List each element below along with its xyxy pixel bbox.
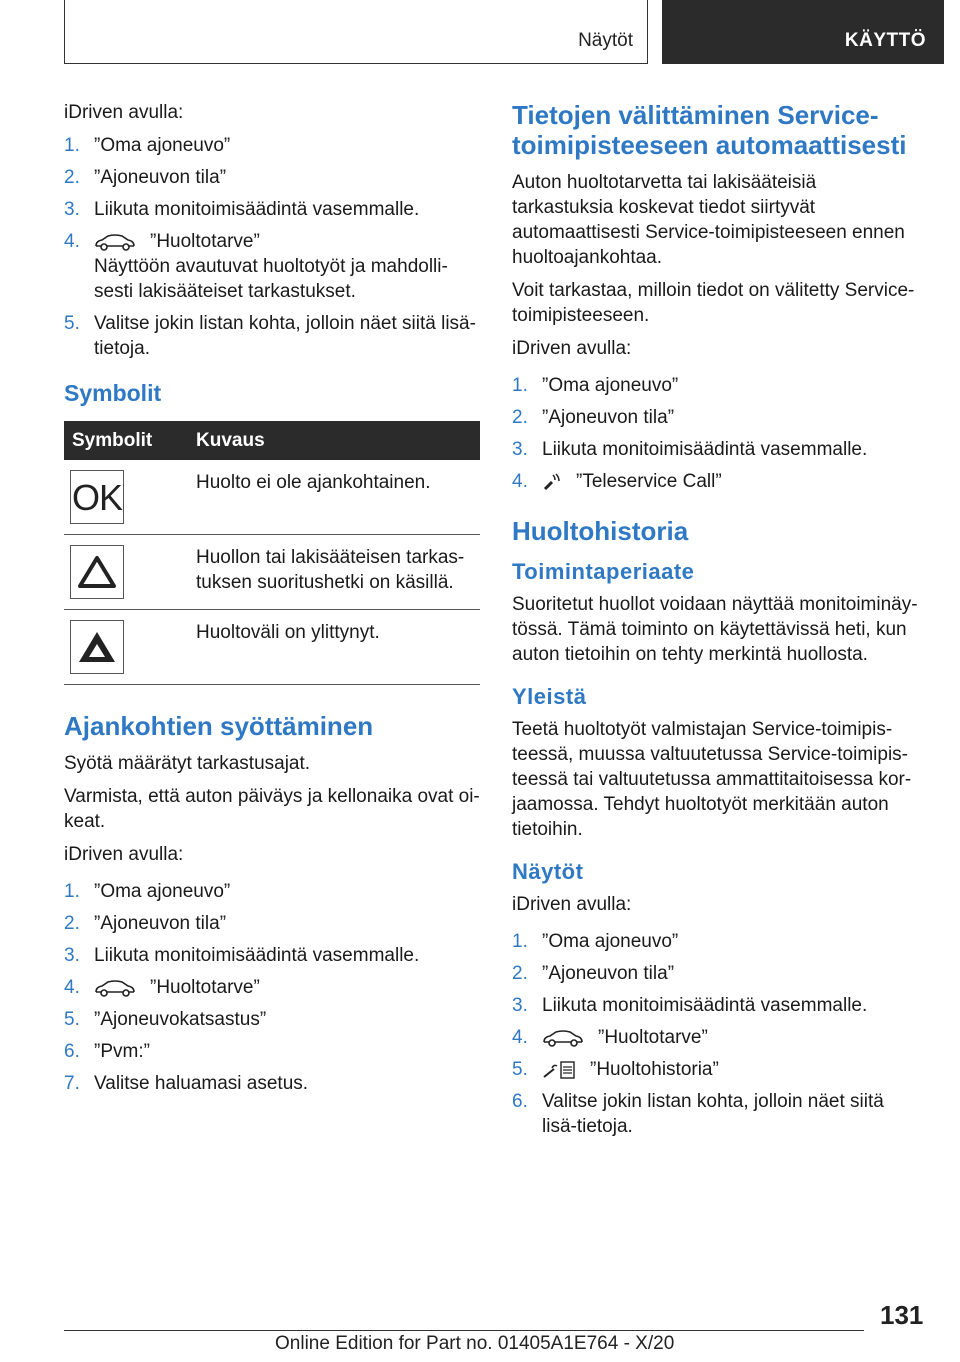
- step-text: ”Oma ajoneuvo”: [542, 375, 679, 396]
- step-subtext: Näyttöön avautuvat huoltotyöt ja mahdolli-sesti lakisääteiset tarkastukset.: [94, 256, 448, 302]
- step-text: ”Ajoneuvokatsastus”: [94, 1009, 267, 1030]
- step-number: 6.: [512, 1091, 528, 1112]
- step-number: 2.: [64, 913, 80, 934]
- list-item: [512, 961, 922, 986]
- step-number: 2.: [512, 963, 528, 984]
- step-number: 7.: [64, 1073, 80, 1094]
- description-cell: Huoltoväli on ylittynyt.: [182, 610, 480, 685]
- list-item: [512, 993, 922, 1018]
- header-chapter-title: KÄYTTÖ: [844, 30, 926, 51]
- step-text: ”Oma ajoneuvo”: [94, 881, 231, 902]
- page-number: 131: [880, 1300, 924, 1330]
- list-item: [64, 197, 480, 222]
- step-text: Liikuta monitoimisäädintä vasemmalle.: [94, 945, 420, 966]
- list-item: [64, 133, 480, 158]
- table-row: [64, 610, 480, 685]
- step-number: 2.: [512, 407, 528, 428]
- car-icon: [94, 979, 136, 997]
- paragraph: Suoritetut huollot voidaan näyttää monitoiminäy-tössä. Tämä toiminto on käytettävissä heti, kun auton tietoihin on tehty merkintä huollosta.: [512, 594, 918, 665]
- list-item: [512, 437, 922, 462]
- step-text: Valitse jokin listan kohta, jolloin näet siitä lisä-tietoja.: [94, 313, 476, 359]
- ok-symbol: [70, 470, 124, 524]
- symbols-heading: Symbolit: [64, 380, 162, 406]
- steps-list-4: [512, 929, 922, 1139]
- list-item: [512, 405, 922, 430]
- paragraph: Syötä määrätyt tarkastusajat.: [64, 753, 311, 774]
- step-number: 3.: [64, 199, 80, 220]
- paragraph: Voit tarkastaa, milloin tiedot on välitetty Service-toimipisteeseen.: [512, 280, 915, 326]
- paragraph: iDriven avulla:: [64, 844, 184, 865]
- paragraph: Varmista, että auton päiväys ja kellonaika ovat oi-keat.: [64, 786, 480, 832]
- paragraph: Auton huoltotarvetta tai lakisääteisiä tarkastuksia koskevat tiedot siirtyvät automaattisesti Service-toimipisteeseen ennen huoltoajankohtaa.: [512, 172, 905, 268]
- warning-triangle-outline-icon: [70, 545, 124, 599]
- section-heading-teleservice: Tietojen välittäminen Service-toimipisteeseen automaattisesti: [512, 100, 907, 160]
- ok-symbol-text: OK: [71, 476, 122, 518]
- table-header-row: [64, 421, 480, 460]
- service-history-icon: [542, 1060, 576, 1080]
- footer-divider: [64, 1330, 864, 1331]
- list-item: [64, 229, 480, 304]
- step-text: ”Huoltotarve”: [150, 977, 260, 998]
- left-column: [64, 100, 480, 1106]
- symbol-cell: [64, 535, 182, 610]
- warning-triangle-filled-icon: [70, 620, 124, 674]
- step-number: 6.: [64, 1041, 80, 1062]
- step-text: ”Pvm:”: [94, 1041, 150, 1062]
- list-item: [512, 469, 922, 494]
- list-item: [512, 1025, 922, 1050]
- step-number: 5.: [64, 313, 80, 334]
- step-text: ”Oma ajoneuvo”: [94, 135, 231, 156]
- step-text: ”Ajoneuvon tila”: [94, 913, 227, 934]
- symbol-cell: [64, 460, 182, 535]
- step-number: 1.: [64, 135, 80, 156]
- step-text: ”Ajoneuvon tila”: [542, 407, 675, 428]
- list-item: [512, 373, 922, 398]
- steps-list-3: [512, 373, 922, 494]
- list-item: [64, 975, 480, 1000]
- step-text: ”Huoltotarve”: [150, 231, 260, 252]
- paragraph: Teetä huoltotyöt valmistajan Service-toimipis-teessä, muussa valtuutetussa Service-toimipis-teessä tai valtuutetussa ammattitaitoisessa kor-jaamossa. Tehdyt huoltotyöt merkitään auton tietoihin.: [512, 719, 912, 840]
- paragraph: iDriven avulla:: [512, 338, 632, 359]
- symbols-table: [64, 421, 480, 685]
- intro-text: iDriven avulla:: [64, 102, 184, 123]
- footer-edition-text: Online Edition for Part no. 01405A1E764 - X/20: [275, 1333, 675, 1354]
- list-item: [64, 165, 480, 190]
- paragraph: iDriven avulla:: [512, 894, 632, 915]
- subheading-displays: Näytöt: [512, 859, 584, 884]
- step-text: ”Oma ajoneuvo”: [542, 931, 679, 952]
- subheading-principle: Toimintaperiaate: [512, 559, 695, 584]
- list-item: [64, 311, 480, 361]
- step-text: ”Ajoneuvon tila”: [94, 167, 227, 188]
- table-row: [64, 460, 480, 535]
- step-text: Liikuta monitoimisäädintä vasemmalle.: [542, 439, 868, 460]
- list-item: [512, 1089, 922, 1139]
- symbol-cell: [64, 610, 182, 685]
- step-number: 4.: [512, 1027, 528, 1048]
- subheading-general: Yleistä: [512, 684, 587, 709]
- list-item: [512, 1057, 922, 1082]
- teleservice-icon: [542, 472, 562, 492]
- step-number: 1.: [512, 375, 528, 396]
- table-row: [64, 535, 480, 610]
- step-number: 5.: [64, 1009, 80, 1030]
- step-text: Liikuta monitoimisäädintä vasemmalle.: [542, 995, 868, 1016]
- step-number: 5.: [512, 1059, 528, 1080]
- car-icon: [542, 1029, 584, 1047]
- step-number: 3.: [64, 945, 80, 966]
- header-section-title: Näytöt: [578, 30, 633, 51]
- list-item: [64, 1071, 480, 1096]
- step-text: ”Teleservice Call”: [576, 471, 722, 492]
- column-header-description: Kuvaus: [182, 421, 480, 460]
- list-item: [512, 929, 922, 954]
- step-number: 2.: [64, 167, 80, 188]
- step-text: ”Huoltotarve”: [598, 1027, 708, 1048]
- steps-list-2: [64, 879, 480, 1096]
- list-item: [64, 943, 480, 968]
- section-heading-dates: Ajankohtien syöttäminen: [64, 711, 374, 741]
- step-number: 4.: [512, 471, 528, 492]
- step-text: ”Ajoneuvon tila”: [542, 963, 675, 984]
- header-section-box: [64, 0, 648, 64]
- list-item: [64, 1039, 480, 1064]
- step-number: 1.: [512, 931, 528, 952]
- list-item: [64, 911, 480, 936]
- step-text: Liikuta monitoimisäädintä vasemmalle.: [94, 199, 420, 220]
- steps-list-1: [64, 133, 480, 361]
- list-item: [64, 1007, 480, 1032]
- column-header-symbol: Symbolit: [64, 421, 182, 460]
- step-number: 4.: [64, 231, 80, 252]
- step-text: Valitse jokin listan kohta, jolloin näet siitä lisä-tietoja.: [542, 1091, 884, 1137]
- step-number: 3.: [512, 439, 528, 460]
- list-item: [64, 879, 480, 904]
- step-number: 3.: [512, 995, 528, 1016]
- description-cell: Huolto ei ole ajankohtainen.: [182, 460, 480, 535]
- car-icon: [94, 233, 136, 251]
- step-text: ”Huoltohistoria”: [590, 1059, 719, 1080]
- step-text: Valitse haluamasi asetus.: [94, 1073, 309, 1094]
- description-cell: Huollon tai lakisääteisen tarkas-tuksen suoritushetki on käsillä.: [182, 535, 480, 610]
- step-number: 4.: [64, 977, 80, 998]
- header-chapter-box: [662, 0, 944, 64]
- right-column: [512, 100, 922, 1149]
- step-number: 1.: [64, 881, 80, 902]
- section-heading-history: Huoltohistoria: [512, 516, 689, 546]
